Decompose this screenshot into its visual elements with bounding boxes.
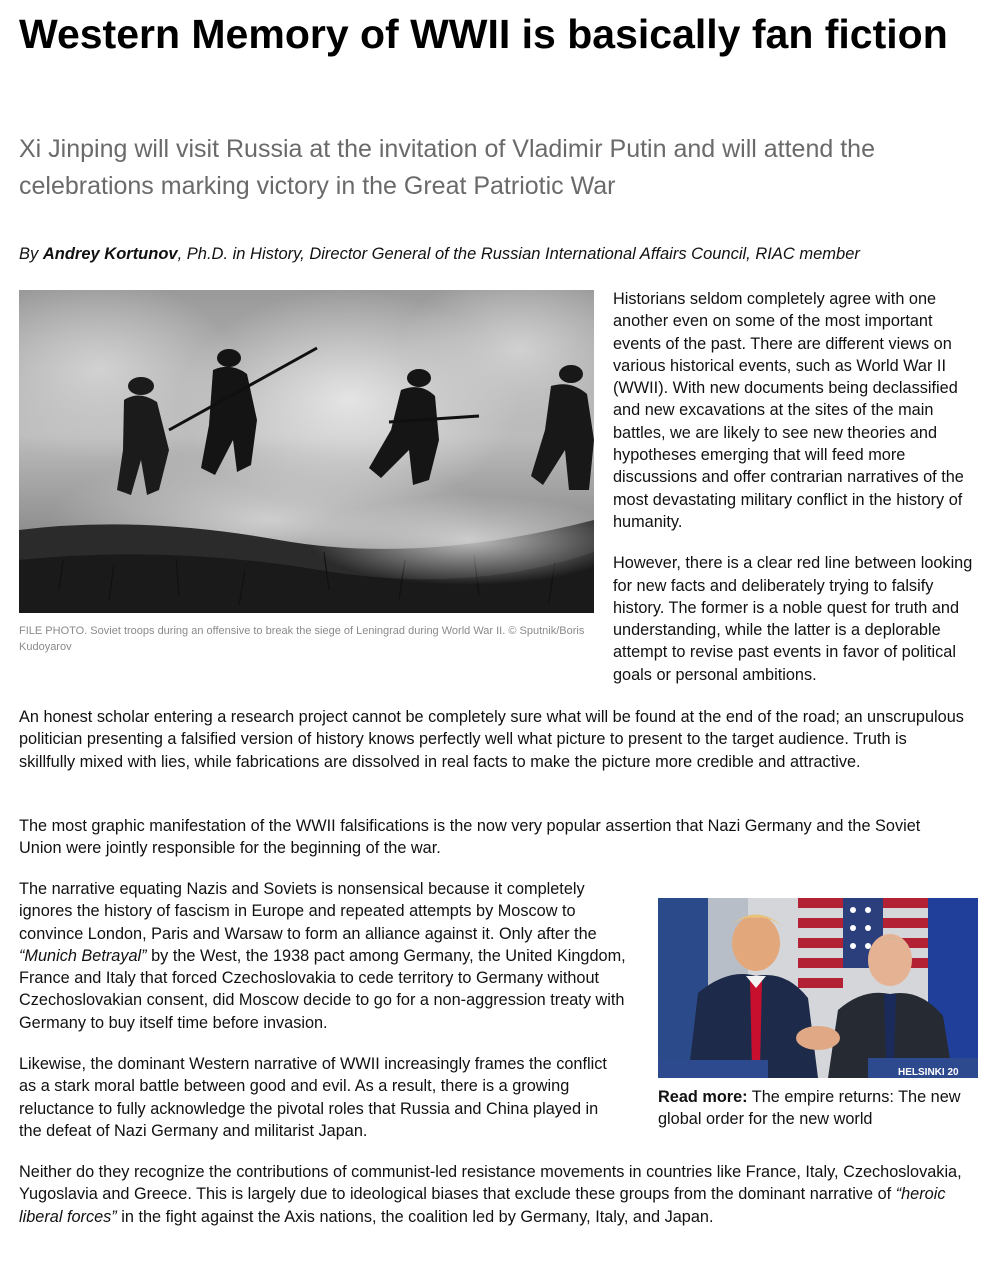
soviet-troops-image	[19, 290, 594, 613]
right-column	[613, 288, 983, 686]
paragraph-honest-scholar: An honest scholar entering a research project cannot be completely sure what will be found at the end of the road; an unscrupulous politician presenting a falsified version of history knows perfectly well what picture to present to the target audience. Truth is skillfully mixed with lies, while fabrications are dissolved in real facts to make the picture more credible and attractive.	[19, 708, 964, 771]
paragraph-red-line: However, there is a clear red line between looking for new facts and deliberately trying to falsify history. The former is a noble quest for truth and understanding, while the latter is a deplorable attempt to revise past events in favor of political goals or personal ambitions.	[613, 554, 973, 684]
p5-text-after: in the fight against the Axis nations, the coalition led by Germany, Italy, and Japan.	[116, 1207, 714, 1226]
read-more-text[interactable]: The empire returns: The new global order for the new world	[658, 1088, 961, 1129]
byline-author[interactable]: Andrey Kortunov	[42, 245, 178, 263]
helsinki-sign-text: HELSINKI 20	[898, 1067, 959, 1078]
paragraph-likewise: Likewise, the dominant Western narrative of WWII increasingly frames the conflict as a stark moral battle between good and evil. As a result, there is a growing reluctance to fully acknowledge the pivotal roles that Russia and China played in the defeat of Nazi Germany and militarist Japan.	[19, 1055, 607, 1140]
handshake-image	[658, 898, 978, 1078]
p3-text-after: by the West, the 1938 pact among Germany, the United Kingdom, France and Italy that forced Czechoslovakia to cede territory to Germany without Czechoslovakian consent, did Moscow decide to go for a non-aggression treaty with Germany to buy itself time before invasion.	[19, 946, 626, 1032]
byline-credentials: , Ph.D. in History, Director General of the Russian International Affairs Council, RIAC member	[177, 245, 860, 263]
paragraph-historians: Historians seldom completely agree with one another even on some of the most important events of the past. There are different views on various historical events, such as World War II (WWII). With new documents being declassified and new excavations at the sites of the main battles, we are likely to see new theories and hypotheses emerging that will feed more discussions and offer contrarian narratives of the most devastating military conflict in the history of humanity.	[613, 290, 964, 531]
munich-betrayal-quote: “Munich Betrayal”	[19, 946, 147, 965]
soviet-troops-photo	[19, 290, 594, 613]
heroic-liberal-forces-quote: “heroic liberal forces”	[19, 1185, 946, 1226]
read-more-photo[interactable]	[658, 898, 978, 1078]
read-more-label: Read more:	[658, 1088, 748, 1106]
p3-text-before: The narrative equating Nazis and Soviets is nonsensical because it completely ignores the history of fascism in Europe and repeated attempts by Moscow to convince London, Paris and Warsaw to form an alliance against it. Only after the	[19, 880, 597, 943]
paragraph-neither	[19, 1161, 964, 1228]
article-title: Western Memory of WWII is basically fan fiction	[19, 11, 948, 57]
p5-text-before: Neither do they recognize the contributions of communist-led resistance movements in countries like France, Italy, Czechoslovakia, Yugoslavia and Greece. This is largely due to ideological biases that exclude these groups from the dominant narrative of	[19, 1163, 962, 1204]
paragraph-narrative-equating	[19, 878, 629, 1034]
byline	[19, 242, 979, 266]
photo-caption: FILE PHOTO. Soviet troops during an offensive to break the siege of Leningrad during World War II. © Sputnik/Boris Kudoyarov	[19, 625, 585, 653]
byline-prefix: By	[19, 245, 43, 263]
article-subtitle: Xi Jinping will visit Russia at the invitation of Vladimir Putin and will attend the celebrations marking victory in the Great Patriotic War	[19, 135, 875, 200]
paragraph-graphic-manifestation: The most graphic manifestation of the WWII falsifications is the now very popular assertion that Nazi Germany and the Soviet Union were jointly responsible for the beginning of the war.	[19, 817, 921, 858]
read-more-link[interactable]	[658, 1086, 968, 1131]
